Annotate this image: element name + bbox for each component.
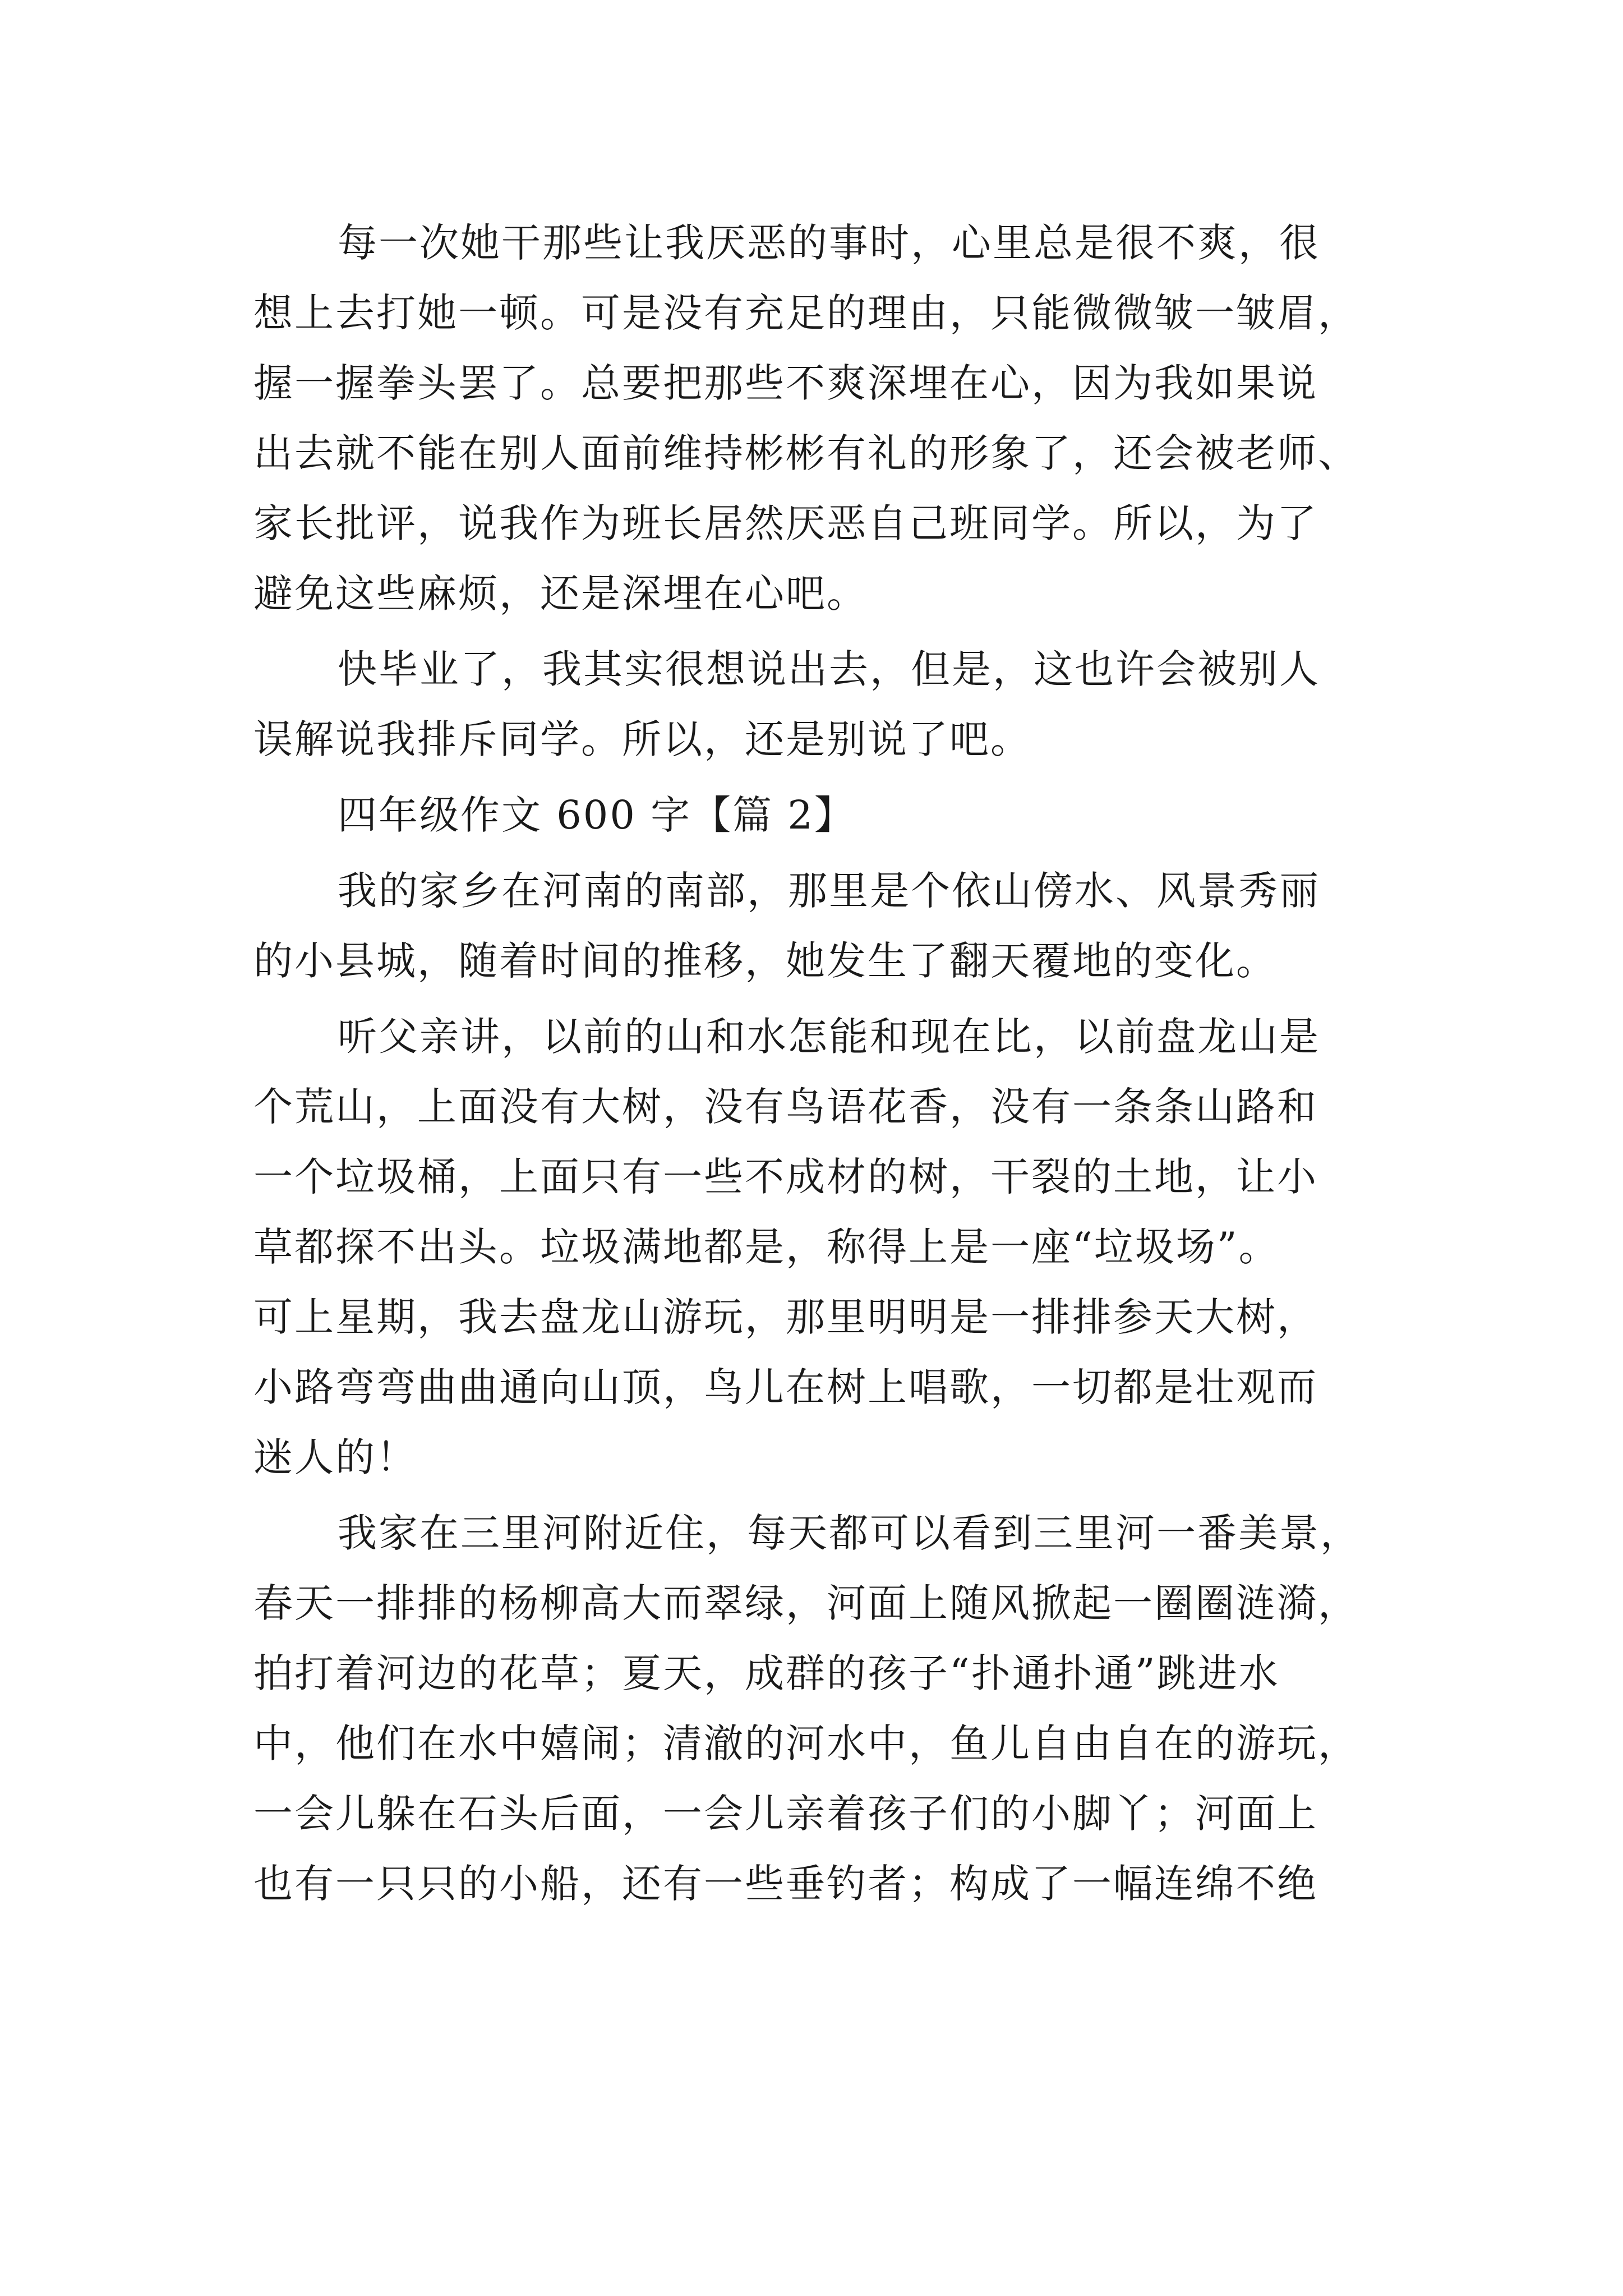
text-line: 握一握拳头罢了。总要把那些不爽深埋在心，因为我如果说 bbox=[253, 360, 1318, 406]
text-line: 可上星期，我去盘龙山游玩，那里明明是一排排参天大树， bbox=[253, 1294, 1318, 1340]
text-line: 的小县城，随着时间的推移，她发生了翻天覆地的变化。 bbox=[253, 938, 1277, 984]
text-line: 拍打着河边的花草；夏天，成群的孩子“扑通扑通”跳进水 bbox=[253, 1650, 1280, 1696]
text-line: 一个垃圾桶，上面只有一些不成材的树，干裂的土地，让小 bbox=[253, 1154, 1318, 1200]
text-line: 春天一排排的杨柳高大而翠绿，河面上随风掀起一圈圈涟漪， bbox=[253, 1580, 1359, 1626]
text-line: 误解说我排斥同学。所以，还是别说了吧。 bbox=[253, 716, 1031, 762]
text-line: 每一次她干那些让我厌恶的事时，心里总是很不爽，很 bbox=[338, 220, 1320, 266]
text-line: 避免这些麻烦，还是深埋在心吧。 bbox=[253, 570, 868, 616]
text-line: 出去就不能在别人面前维持彬彬有礼的形象了，还会被老师、 bbox=[253, 430, 1359, 476]
text-line: 草都探不出头。垃圾满地都是，称得上是一座“垃圾场”。 bbox=[253, 1224, 1280, 1270]
text-line: 快毕业了，我其实很想说出去，但是，这也许会被别人 bbox=[338, 646, 1320, 692]
text-line: 家长批评，说我作为班长居然厌恶自己班同学。所以，为了 bbox=[253, 500, 1318, 546]
section-heading: 四年级作文 600 字【篇 2】 bbox=[338, 792, 855, 838]
text-line: 也有一只只的小船，还有一些垂钓者；构成了一幅连绵不绝 bbox=[253, 1861, 1318, 1907]
text-line: 中，他们在水中嬉闹；清澈的河水中，鱼儿自由自在的游玩， bbox=[253, 1720, 1359, 1766]
text-line: 我的家乡在河南的南部，那里是个依山傍水、风景秀丽 bbox=[338, 868, 1320, 914]
text-line: 小路弯弯曲曲通向山顶，鸟儿在树上唱歌，一切都是壮观而 bbox=[253, 1364, 1318, 1410]
text-line: 迷人的！ bbox=[253, 1434, 417, 1480]
text-line: 想上去打她一顿。可是没有充足的理由，只能微微皱一皱眉， bbox=[253, 290, 1359, 336]
text-line: 个荒山，上面没有大树，没有鸟语花香，没有一条条山路和 bbox=[253, 1084, 1318, 1130]
text-line: 听父亲讲，以前的山和水怎能和现在比，以前盘龙山是 bbox=[338, 1014, 1320, 1060]
text-line: 我家在三里河附近住，每天都可以看到三里河一番美景， bbox=[338, 1510, 1361, 1556]
text-line: 一会儿躲在石头后面，一会儿亲着孩子们的小脚丫；河面上 bbox=[253, 1791, 1318, 1837]
